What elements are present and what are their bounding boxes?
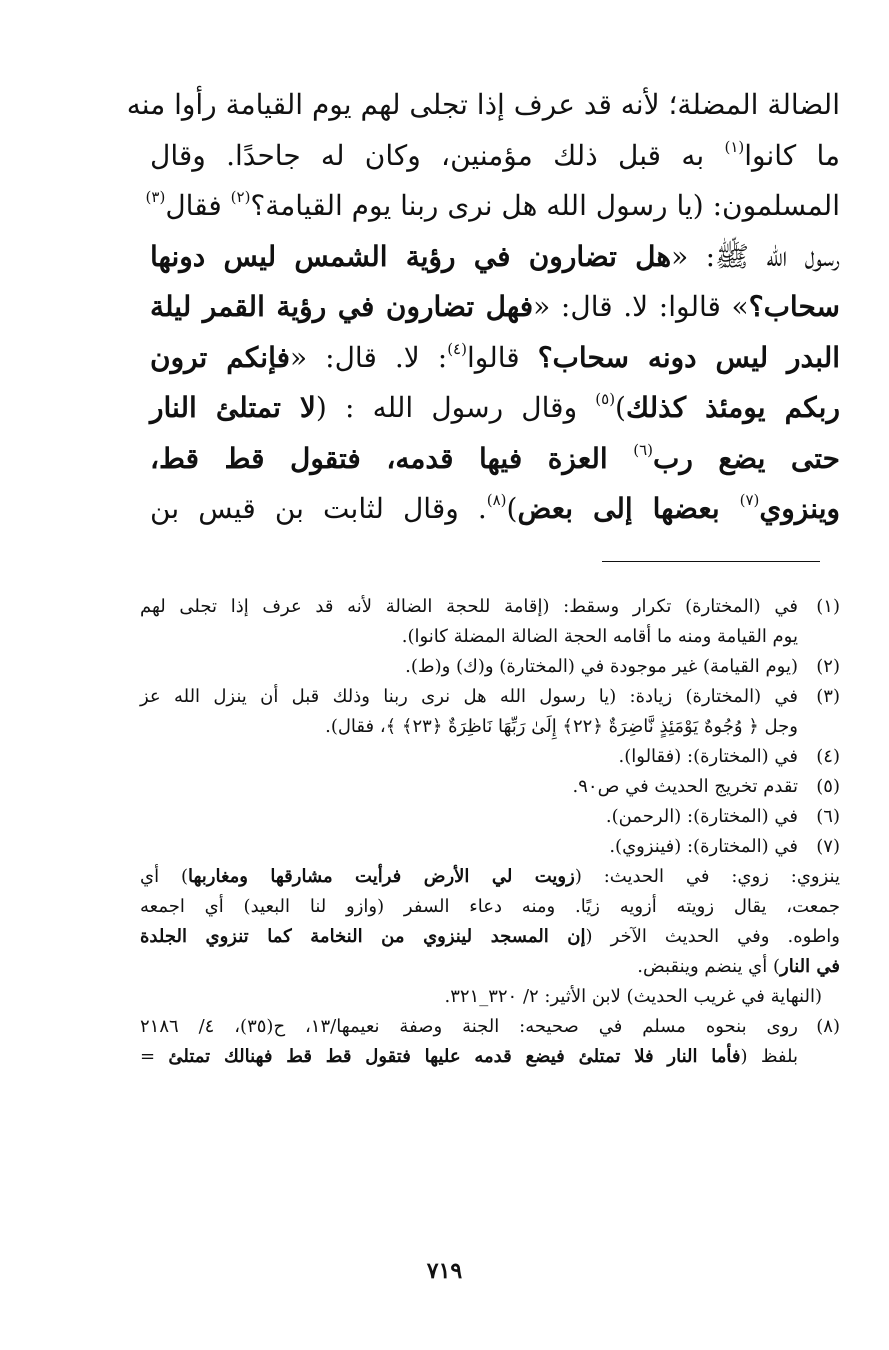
text-run: ) bbox=[615, 391, 626, 424]
footnote-marker: (٢) bbox=[230, 188, 251, 206]
main-text-line bbox=[145, 181, 840, 232]
footnote-line: في (المختارة) تكرار وسقط: (إقامة للحجة الضالة لأنه قد عرف إذا تجلى لهم bbox=[140, 596, 798, 617]
footnote-line: في (المختارة): (فقالوا). bbox=[618, 746, 798, 767]
footnote-line: في (المختارة) زيادة: (يا رسول الله هل نرى ربنا وذلك قبل أن ينزل الله عز bbox=[140, 686, 798, 707]
footnote bbox=[140, 772, 840, 802]
footnote-marker: (٣) bbox=[145, 188, 166, 206]
hadith-text: سحاب؟ bbox=[748, 290, 840, 323]
text-run: ما كانوا bbox=[744, 138, 841, 172]
footnote-line: في (المختارة): (الرحمن). bbox=[605, 806, 798, 827]
footnote-line bbox=[140, 1042, 798, 1072]
footnote bbox=[140, 742, 840, 772]
footnote-line: تقدم تخريج الحديث في ص٩٠. bbox=[572, 776, 798, 797]
footnote-number: (٨) bbox=[816, 1016, 840, 1037]
main-text-line bbox=[150, 383, 840, 434]
hadith-text: هل تضارون في رؤية الشمس ليس دونها bbox=[150, 239, 672, 273]
footnotes bbox=[140, 592, 840, 1072]
hadith-text: بعضها إلى بعض bbox=[517, 492, 740, 525]
footnote-body bbox=[140, 1012, 798, 1072]
text-run: المسلمون: (يا رسول الله هل نرى ربنا يوم القيامة؟ bbox=[250, 189, 840, 222]
text-run: . وقال لثابت بن قيس بن bbox=[150, 492, 487, 525]
text-run: = bbox=[140, 1046, 169, 1067]
footnote-number: (٥) bbox=[816, 776, 840, 797]
text-run: وقال رسول الله : ( bbox=[315, 391, 596, 424]
text-run: جمعت، يقال زويته أزويه زيًا. ومنه دعاء السفر (وازو لنا البعيد) أي اجمعه bbox=[140, 896, 840, 917]
footnote-number: (٤) bbox=[816, 746, 840, 767]
text-run: بلفظ ( bbox=[740, 1046, 798, 1067]
hadith-text: ربكم يومئذ كذلك bbox=[625, 391, 840, 424]
footnote-number: (١) bbox=[816, 596, 840, 617]
text-run: » قالوا: لا. قال: « bbox=[533, 290, 749, 323]
gloss-line bbox=[140, 862, 840, 892]
footnote-separator bbox=[602, 561, 820, 562]
footnote-marker: (٥) bbox=[595, 390, 616, 408]
text-run: : لا. قال: « bbox=[290, 340, 448, 374]
footnote bbox=[140, 802, 840, 832]
gloss-line bbox=[140, 892, 840, 922]
footnote-line: في (المختارة): (فينزوي). bbox=[609, 836, 798, 857]
hadith-text: لا تمتلئ النار bbox=[150, 391, 316, 424]
text-run: ) أي bbox=[140, 866, 188, 887]
text-run: ) أي ينضم وينقبض. bbox=[637, 956, 781, 977]
main-text bbox=[126, 80, 841, 535]
footnote-body bbox=[140, 832, 798, 862]
hadith-text: فهل تضارون في رؤية القمر ليلة bbox=[150, 290, 534, 323]
gloss-line bbox=[140, 922, 840, 952]
page-number: ٧١٩ bbox=[426, 1258, 463, 1284]
text-run: فقال bbox=[165, 189, 231, 222]
main-text-line bbox=[150, 484, 840, 535]
gloss-line bbox=[140, 952, 840, 982]
footnote-line: (يوم القيامة) غير موجودة في (المختارة) و(ك) و(ط). bbox=[405, 656, 798, 677]
footnote-marker: (٦) bbox=[633, 440, 653, 459]
footnote-body bbox=[140, 592, 798, 652]
hadith-text: العزة فيها قدمه، فتقول قط قط، bbox=[150, 441, 634, 475]
footnote-body bbox=[140, 682, 798, 742]
text-run: ) bbox=[506, 492, 518, 525]
footnote-number: (٢) bbox=[816, 656, 840, 677]
text-run: رسول الله ﷺ: « bbox=[671, 239, 841, 273]
main-text-line bbox=[150, 131, 840, 182]
footnote bbox=[140, 832, 840, 862]
hadith-text: في النار bbox=[780, 956, 840, 977]
footnote-line: وجل ﴿ وُجُوهٌ يَوْمَئِذٍ نَّاضِرَةٌ ﴿٢٢﴾ إِلَىٰ رَبِّهَا نَاظِرَةٌ ﴿٢٣﴾ ﴾، فقال). bbox=[325, 716, 798, 737]
hadith-text: إن المسجد لينزوي من النخامة كما تنزوي الجلدة bbox=[140, 926, 586, 947]
text-run: به قبل ذلك مؤمنين، وكان له جاحدًا. وقال bbox=[150, 138, 725, 172]
main-text-line bbox=[150, 434, 840, 485]
text-run: روى بنحوه مسلم في صحيحه: الجنة وصفة نعيمها/١٣، ح(٣٥)، ٤/ ٢١٨٦ bbox=[140, 1016, 798, 1037]
footnote-marker: (١) bbox=[724, 137, 745, 156]
footnote-number: (٧) bbox=[816, 836, 840, 857]
hadith-text: البدر ليس دونه سحاب؟ bbox=[537, 340, 841, 374]
hadith-text: فإنكم ترون bbox=[150, 340, 290, 374]
footnote-number: (٣) bbox=[816, 686, 840, 707]
footnote-line bbox=[140, 1012, 798, 1042]
text-run: ينزوي: زوي: في الحديث: ( bbox=[574, 866, 840, 887]
main-text-line bbox=[150, 232, 840, 283]
footnote-line: يوم القيامة ومنه ما أقامه الحجة الضالة المضلة كانوا). bbox=[401, 626, 798, 647]
text-run: (النهاية في غريب الحديث) لابن الأثير: ٢/ ٣٢٠_٣٢١. bbox=[444, 986, 822, 1007]
footnote-body bbox=[140, 742, 798, 772]
text-run: قالوا bbox=[466, 340, 538, 374]
footnote bbox=[140, 592, 840, 652]
footnote-number: (٦) bbox=[816, 806, 840, 827]
footnote-marker: (٤) bbox=[447, 339, 467, 358]
footnote-marker: (٨) bbox=[486, 491, 507, 509]
footnote-body bbox=[140, 772, 798, 802]
footnote bbox=[140, 682, 840, 742]
text-run: الضالة المضلة؛ لأنه قد عرف إذا تجلى لهم يوم القيامة رأوا منه bbox=[126, 88, 840, 121]
hadith-text: زويت لي الأرض فرأيت مشارقها ومغاربها bbox=[187, 866, 575, 887]
hadith-text: وينزوي bbox=[759, 492, 841, 525]
footnote bbox=[140, 652, 840, 682]
hadith-text: فأما النار فلا تمتلئ فيضع قدمه عليها فتقول قط قط فهنالك تمتلئ bbox=[168, 1046, 741, 1067]
text-run: واطوه. وفي الحديث الآخر ( bbox=[585, 926, 840, 947]
gloss-line bbox=[140, 982, 840, 1012]
gloss-block bbox=[140, 862, 840, 1012]
footnote-marker: (٧) bbox=[739, 491, 760, 509]
footnote-body bbox=[140, 652, 798, 682]
main-text-line bbox=[150, 282, 840, 333]
footnote bbox=[140, 1012, 840, 1072]
main-text-line bbox=[150, 333, 840, 384]
main-text-line bbox=[126, 80, 840, 131]
footnote-body bbox=[140, 802, 798, 832]
hadith-text: حتى يضع رب bbox=[653, 441, 840, 475]
